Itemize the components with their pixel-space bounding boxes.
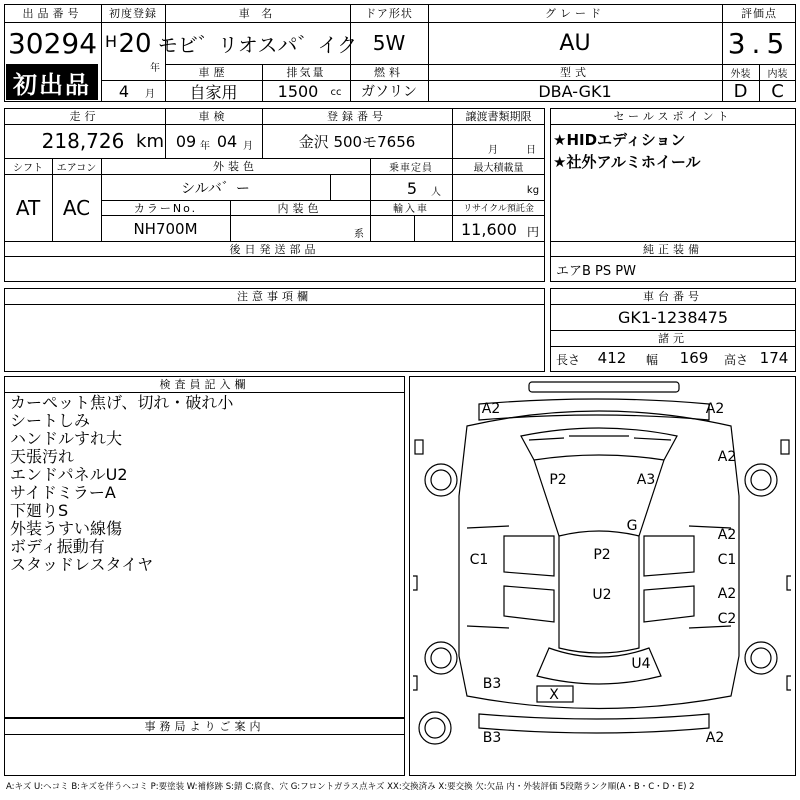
inspector-line: スタッドレスタイヤ <box>10 555 154 574</box>
damage-mark: U4 <box>631 656 651 672</box>
inspector-line: サイドミラーA <box>10 483 116 502</box>
inspection-month-unit: 月 <box>243 140 253 152</box>
plate-value: 金沢 500モ7656 <box>298 132 416 151</box>
fuel-label: 燃料 <box>374 66 404 79</box>
rule <box>550 124 796 125</box>
car-damage-diagram <box>409 376 796 776</box>
rule <box>330 174 331 201</box>
interior-grade: C <box>771 80 784 102</box>
ac-value: AC <box>62 196 91 220</box>
reg-year-unit: 年 <box>150 62 160 74</box>
rule <box>414 215 415 241</box>
grade-label: グレード <box>545 7 605 20</box>
office-label: 事務局よりご案内 <box>144 720 265 733</box>
transfer-month-unit: 月 <box>488 144 498 156</box>
damage-mark: G <box>626 518 638 534</box>
inspector-line: ハンドルすれ大 <box>10 429 123 448</box>
door-value: 5W <box>372 31 406 55</box>
inspector-line: 外装うすい線傷 <box>10 519 123 538</box>
sales-point-item: ★HIDエディション <box>553 131 686 149</box>
load-unit: kg <box>526 184 540 196</box>
transfer-label: 譲渡書類期限 <box>465 110 532 123</box>
mileage-label: 走行 <box>69 110 100 123</box>
interior-color-unit: 系 <box>354 228 364 240</box>
damage-mark: C2 <box>717 611 737 627</box>
first-reg-label: 初度登録 <box>109 7 157 20</box>
interior-color-label: 内装色 <box>277 201 323 215</box>
length-label: 長さ <box>555 352 580 367</box>
dims-label: 諸元 <box>658 332 688 345</box>
interior-label: 内装 <box>767 68 788 80</box>
inspector-line: ボディ振動有 <box>10 537 105 556</box>
recycle-unit: 円 <box>526 224 539 239</box>
score-label: 評価点 <box>741 7 777 20</box>
width-value: 169 <box>679 349 709 367</box>
exterior-color-value: シルバ゛ー <box>181 181 250 197</box>
inspector-line: 天張汚れ <box>10 447 75 466</box>
legend: A:キズ U:ヘコミ B:キズを伴うヘコミ P:要塗装 W:補修跡 S:錆 C:腐食、穴 G:フロントガラス点キズ XX:交換済み X:要交換 欠:欠品 内・外装評価 5段階ランク順(A・B・C・D・E) 2 <box>6 782 695 792</box>
damage-mark: A2 <box>705 730 725 746</box>
model-value: DBA-GK1 <box>538 81 612 101</box>
door-label: ドア形状 <box>365 7 413 20</box>
inspector-line: シートしみ <box>10 411 91 430</box>
inspector-notes <box>10 394 233 574</box>
height-value: 174 <box>759 349 789 367</box>
damage-mark: U2 <box>592 587 612 603</box>
chassis-label: 車台番号 <box>643 290 703 303</box>
ac-label: エアコン <box>56 162 97 174</box>
inspection-year: 09 <box>175 131 197 151</box>
damage-mark: A3 <box>636 472 656 488</box>
exterior-grade: D <box>733 80 748 102</box>
inspection-label: 車検 <box>198 110 229 123</box>
displacement-value: 1500 <box>277 81 319 101</box>
length-value: 412 <box>597 349 627 367</box>
car-name-label: 車 名 <box>238 7 277 20</box>
rule <box>550 346 796 347</box>
damage-mark: A2 <box>481 401 501 417</box>
listing-number-label: 出品番号 <box>22 7 83 20</box>
rule <box>4 734 405 735</box>
damage-mark: C1 <box>469 552 489 568</box>
capacity-unit: 人 <box>431 186 441 198</box>
displacement-label: 排気量 <box>286 66 326 79</box>
damage-mark: P2 <box>549 472 567 488</box>
chassis-number: GK1-1238475 <box>617 308 729 327</box>
damage-mark: A2 <box>717 449 737 465</box>
equipment-value: エアB PS PW <box>556 264 636 279</box>
sales-point-item: ★社外アルミホイール <box>553 153 701 171</box>
damage-mark: X <box>549 687 559 703</box>
rule <box>4 124 545 125</box>
mileage-value: 218,726 <box>41 129 125 153</box>
damage-mark: A2 <box>717 586 737 602</box>
rule <box>4 174 545 175</box>
first-listing-badge: 初出品 <box>6 64 98 100</box>
later-parts-label: 後日発送部品 <box>229 242 320 256</box>
damage-mark: P2 <box>593 547 611 563</box>
shift-value: AT <box>15 196 41 220</box>
equipment-label: 純正装備 <box>643 242 703 256</box>
color-no-value: NH700M <box>133 219 198 238</box>
inspector-line: エンドパネルU2 <box>10 465 128 484</box>
damage-mark: C1 <box>717 552 737 568</box>
inspector-label: 検査員記入欄 <box>159 378 250 391</box>
reg-year: 20 <box>118 29 152 59</box>
damage-mark: A2 <box>717 527 737 543</box>
width-label: 幅 <box>645 352 658 367</box>
damage-mark: B3 <box>482 676 502 692</box>
model-label: 型式 <box>560 66 590 79</box>
history-label: 車歴 <box>198 66 229 79</box>
capacity-label: 乗車定員 <box>389 162 433 174</box>
exterior-color-label: 外装色 <box>213 160 258 173</box>
damage-mark: B3 <box>482 730 502 746</box>
mileage-unit: km <box>136 130 164 152</box>
load-label: 最大積載量 <box>473 162 524 174</box>
reg-month: 4 <box>118 81 130 101</box>
car-name: モビ゛リオスパ゛イク <box>157 32 358 57</box>
exterior-label: 外装 <box>730 68 751 80</box>
import-label: 輸入車 <box>393 204 429 215</box>
reg-era: H <box>104 31 118 51</box>
displacement-unit: cc <box>330 86 342 98</box>
listing-number: 30294 <box>7 26 98 60</box>
score-value: 3.5 <box>727 26 791 60</box>
history-value: 自家用 <box>189 82 238 102</box>
reg-month-unit: 月 <box>145 88 155 100</box>
rule <box>4 304 545 305</box>
inspection-year-unit: 年 <box>200 140 210 152</box>
color-no-label: カラーNo. <box>133 201 198 215</box>
inspector-line: カーペット焦げ、切れ・破れ小 <box>10 393 234 412</box>
recycle-label: リサイクル預託金 <box>463 204 534 214</box>
capacity-value: 5 <box>406 178 418 198</box>
inspector-line: 下廻りS <box>10 501 69 520</box>
grade-value: AU <box>559 30 591 56</box>
height-label: 高さ <box>723 352 748 367</box>
plate-label: 登録番号 <box>327 110 387 123</box>
sales-points-label: セールスポイント <box>613 110 733 123</box>
shift-label: シフト <box>13 162 43 174</box>
transfer-day-unit: 日 <box>526 144 536 156</box>
recycle-value: 11,600 <box>461 219 517 239</box>
inspection-month: 04 <box>216 131 238 151</box>
fuel-value: ガソリン <box>361 84 417 100</box>
damage-mark: A2 <box>705 401 725 417</box>
notes-label: 注意事項欄 <box>237 290 312 303</box>
